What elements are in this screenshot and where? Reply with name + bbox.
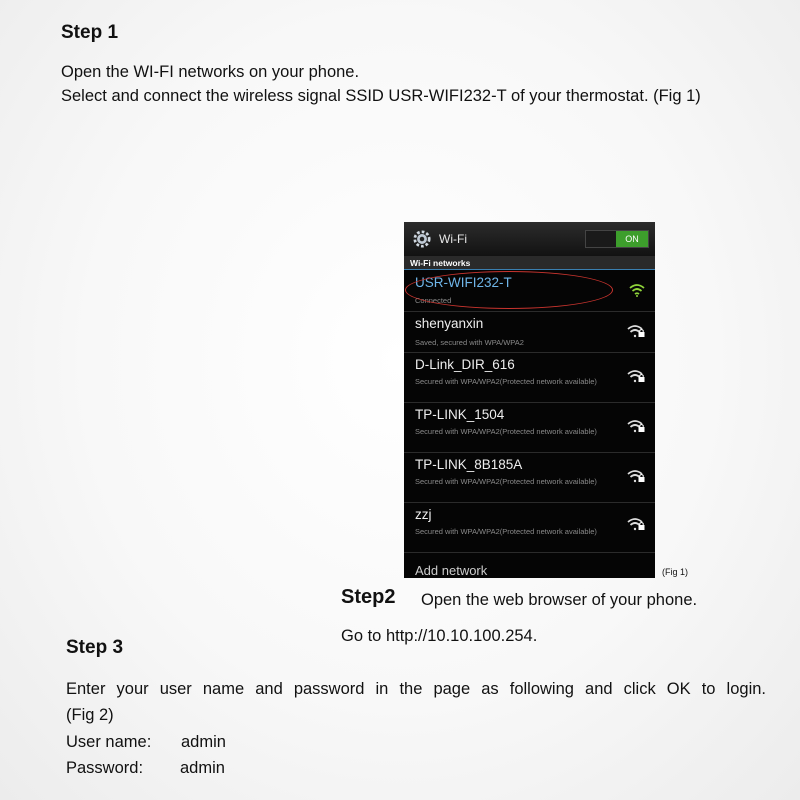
add-network-button[interactable]: Add network [415, 563, 488, 578]
username-label: User name: [66, 733, 152, 751]
network-row[interactable] [404, 353, 655, 403]
step2-instruction-1: Open the web browser of your phone. [421, 591, 698, 609]
lock-wifi-icon [627, 419, 645, 433]
network-name: TP-LINK_8B185A [415, 457, 523, 472]
lock-wifi-icon [627, 369, 645, 383]
network-name: zzj [415, 507, 432, 522]
network-status: Connected [415, 296, 452, 305]
network-status: Saved, secured with WPA/WPA2 [415, 338, 524, 347]
network-row[interactable] [404, 312, 655, 353]
network-status: Secured with WPA/WPA2(Protected network available) [415, 477, 597, 486]
wifi-toggle[interactable] [585, 230, 649, 248]
username-value: admin [181, 733, 226, 751]
step1-instruction-2: Select and connect the wireless signal SSID USR-WIFI232-T of your thermostat. (Fig 1) [61, 87, 701, 105]
wifi-screen-title: Wi-Fi [439, 232, 467, 246]
lock-wifi-icon [627, 469, 645, 483]
step2-title: Step2 [341, 586, 396, 608]
wifi-networks-section-label: Wi-Fi networks [404, 256, 655, 270]
step3-instruction-2: (Fig 2) [66, 706, 114, 724]
password-label: Password: [66, 759, 144, 777]
network-name: TP-LINK_1504 [415, 407, 505, 422]
phone-wifi-screenshot [404, 222, 655, 578]
fig1-caption: (Fig 1) [662, 567, 689, 577]
network-row[interactable] [404, 403, 655, 453]
lock-wifi-icon [627, 324, 645, 338]
network-row[interactable] [404, 503, 655, 553]
network-name: shenyanxin [415, 316, 484, 331]
wifi-signal-icon [629, 283, 645, 297]
network-status: Secured with WPA/WPA2(Protected network available) [415, 527, 597, 536]
step1-title: Step 1 [61, 22, 119, 43]
lock-wifi-icon [627, 517, 645, 531]
network-row[interactable] [404, 453, 655, 503]
highlight-circle [405, 271, 613, 309]
password-value: admin [180, 759, 225, 777]
network-status: Secured with WPA/WPA2(Protected network available) [415, 427, 597, 436]
step3-title: Step 3 [66, 637, 124, 658]
network-name: USR-WIFI232-T [415, 275, 512, 290]
wifi-toggle-label: ON [616, 231, 648, 247]
step2-instruction-2: Go to http://10.10.100.254. [341, 627, 538, 645]
step3-instruction-1: Enter your user name and password in the page as following and click OK to login. [66, 680, 766, 698]
wifi-header [404, 222, 655, 256]
network-name: D-Link_DIR_616 [415, 357, 515, 372]
step1-instruction-1: Open the WI-FI networks on your phone. [61, 63, 360, 81]
gear-icon [413, 230, 431, 248]
network-status: Secured with WPA/WPA2(Protected network available) [415, 377, 597, 386]
